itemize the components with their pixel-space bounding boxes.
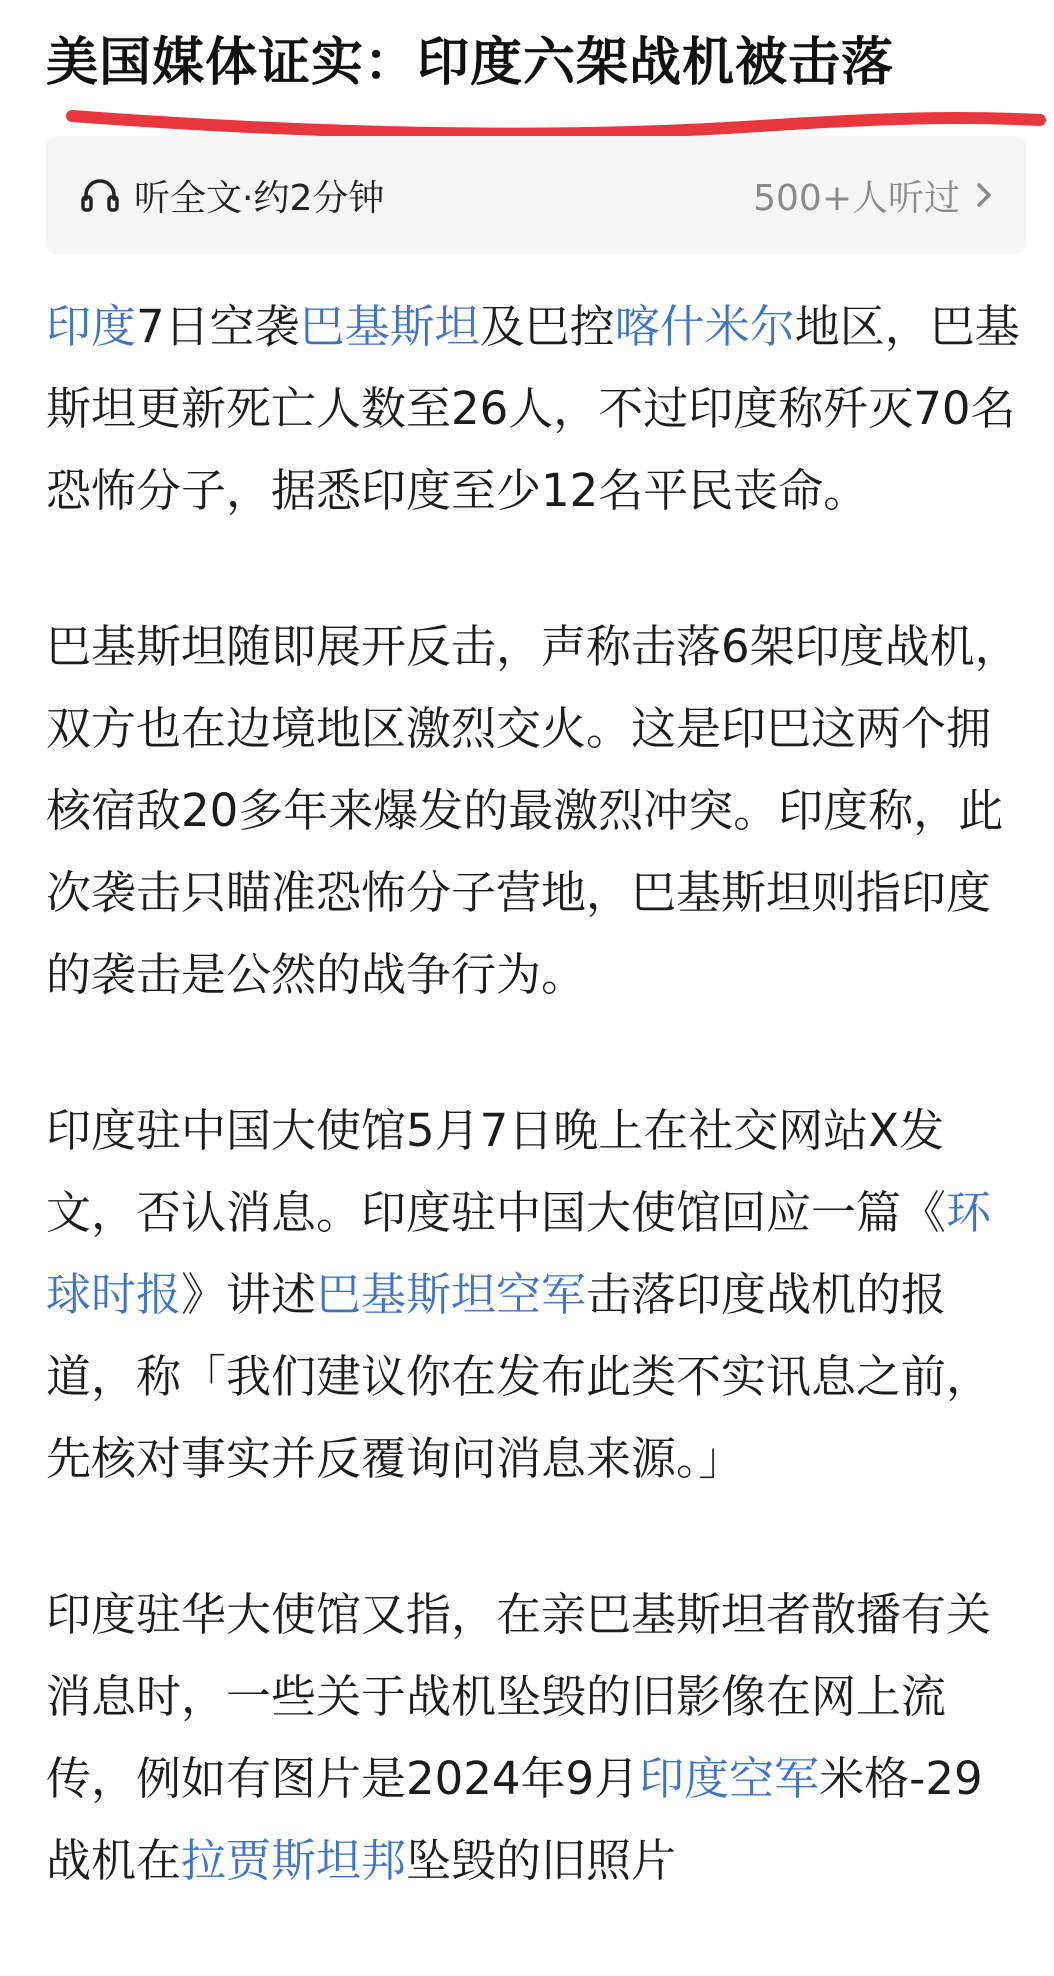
paragraph-text: 》讲述	[181, 1268, 317, 1321]
article-paragraph	[46, 1090, 1022, 1500]
listener-count-group[interactable]	[753, 170, 998, 221]
paragraph-text: 坠毁的旧照片	[406, 1834, 677, 1887]
entity-link[interactable]: 拉贾斯坦邦	[181, 1834, 407, 1887]
entity-link[interactable]: 环球时报	[46, 1186, 992, 1321]
article-body	[46, 286, 1022, 1976]
entity-link[interactable]: 印度空军	[639, 1752, 820, 1805]
paragraph-text: 击落印度战机的报道，称「我们建议你在发布此类不实讯息之前，先核对事实并反覆询问消息来源。」	[46, 1268, 992, 1485]
headphones-icon	[78, 173, 122, 217]
listener-count: 500+人听过	[753, 177, 960, 219]
paragraph-text: 印度驻中国大使馆5月7日晚上在社交网站X发文，否认消息。印度驻中国大使馆回应一篇《	[46, 1104, 947, 1239]
chevron-right-icon	[970, 177, 998, 213]
entity-link[interactable]: 印度	[46, 300, 137, 353]
entity-link[interactable]: 巴基斯坦空军	[316, 1268, 587, 1321]
paragraph-text: 米格-29战机在	[46, 1752, 983, 1887]
paragraph-text: 印度驻华大使馆又指，在亲巴基斯坦者散播有关消息时，一些关于战机坠毁的旧影像在网上流传，例如有图片是2024年9月	[46, 1588, 992, 1805]
paragraph-text: 7日空袭	[136, 300, 300, 353]
article-paragraph	[46, 286, 1022, 532]
entity-link[interactable]: 喀什米尔	[614, 300, 795, 353]
paragraph-text: 地区，巴基斯坦更新死亡人数至26人，不过印度称歼灭70名恐怖分子，据悉印度至少12名平民丧命。	[46, 300, 1020, 517]
listen-full-text-bar[interactable]	[46, 136, 1026, 254]
listen-label-group	[78, 170, 384, 221]
article-title: 美国媒体证实：印度六架战机被击落	[46, 33, 895, 93]
article-paragraph	[46, 606, 1022, 1016]
entity-link[interactable]: 巴基斯坦	[299, 300, 480, 353]
listen-label: 听全文·约2分钟	[134, 177, 385, 219]
paragraph-text: 及巴控	[479, 300, 615, 353]
article-paragraph	[46, 1574, 1022, 1902]
paragraph-text: 巴基斯坦随即展开反击，声称击落6架印度战机，双方也在边境地区激烈交火。这是印巴这两个拥核宿敌20多年来爆发的最激烈冲突。印度称，此次袭击只瞄准恐怖分子营地，巴基斯坦则指印度的袭击是公然的战争行为。	[46, 620, 1020, 1001]
